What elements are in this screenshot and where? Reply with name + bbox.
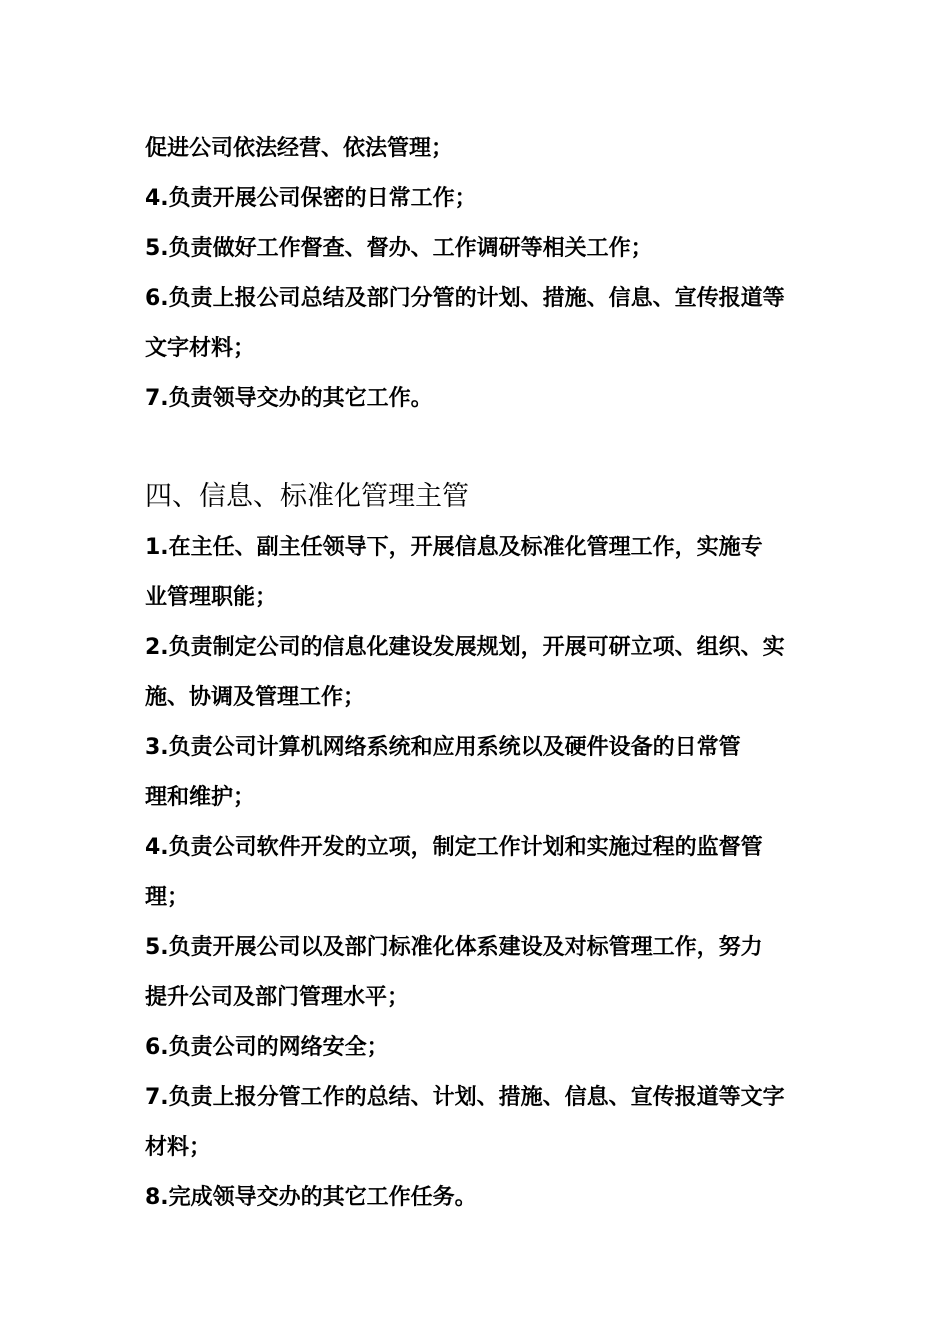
paragraph-line: 文字材料； bbox=[145, 336, 256, 361]
paragraph-line: 1.在主任、副主任领导下，开展信息及标准化管理工作，实施专 bbox=[145, 535, 763, 560]
paragraph-line: 业管理职能； bbox=[145, 585, 278, 610]
paragraph-line: 6.负责公司的网络安全； bbox=[145, 1035, 389, 1060]
paragraph-line: 3.负责公司计算机网络系统和应用系统以及硬件设备的日常管 bbox=[145, 735, 741, 760]
paragraph-line: 8.完成领导交办的其它工作任务。 bbox=[145, 1185, 477, 1210]
paragraph-line: 6.负责上报公司总结及部门分管的计划、措施、信息、宣传报道等 bbox=[145, 286, 785, 311]
paragraph-line: 7.负责上报分管工作的总结、计划、措施、信息、宣传报道等文字 bbox=[145, 1085, 785, 1110]
paragraph-line: 5.负责做好工作督查、督办、工作调研等相关工作； bbox=[145, 236, 653, 261]
paragraph-line: 2.负责制定公司的信息化建设发展规划，开展可研立项、组织、实 bbox=[145, 635, 785, 660]
paragraph-line: 施、协调及管理工作； bbox=[145, 685, 366, 710]
paragraph-line: 理； bbox=[145, 885, 190, 910]
paragraph-line: 5.负责开展公司以及部门标准化体系建设及对标管理工作，努力 bbox=[145, 935, 763, 960]
section-heading: 四、信息、标准化管理主管 bbox=[145, 481, 469, 512]
paragraph-line: 促进公司依法经营、依法管理； bbox=[145, 136, 454, 161]
paragraph-line: 4.负责公司软件开发的立项，制定工作计划和实施过程的监督管 bbox=[145, 835, 763, 860]
paragraph-line: 材料； bbox=[145, 1135, 212, 1160]
paragraph-line: 提升公司及部门管理水平； bbox=[145, 985, 410, 1010]
paragraph-line: 7.负责领导交办的其它工作。 bbox=[145, 386, 433, 411]
paragraph-line: 理和维护； bbox=[145, 785, 256, 810]
paragraph-line: 4.负责开展公司保密的日常工作； bbox=[145, 186, 477, 211]
